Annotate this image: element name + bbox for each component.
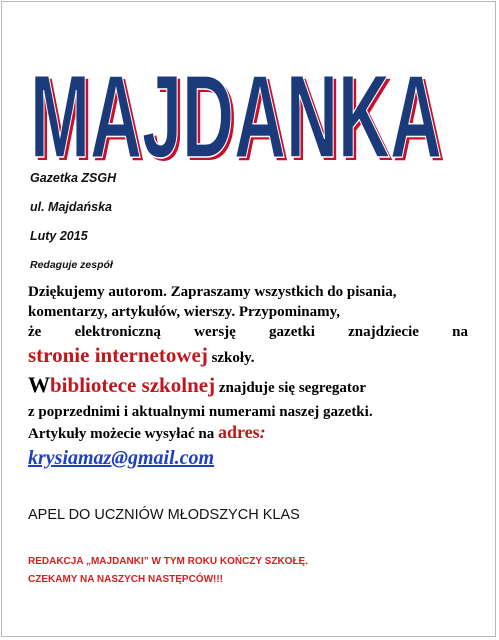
word: znajdziecie [348, 324, 419, 340]
address-colon: : [259, 422, 266, 442]
email-line [28, 444, 470, 474]
message-line-1: Dziękujemy autorom. Zapraszamy wszystkich do pisania, [28, 284, 397, 300]
message-line-2: komentarzy, artykułów, wierszy. Przypominamy, [28, 304, 341, 320]
message-line-7 [28, 422, 470, 444]
message-line-6: z poprzednimi i aktualnymi numerami naszej gazetki. [28, 404, 373, 420]
library-highlight: bibliotece szkolnej [50, 373, 216, 397]
masthead-shadow: MAJDANKA [33, 64, 445, 162]
address-highlight: adres [217, 422, 260, 442]
notice-line-1: REDAKCJA „MAJDANKI” W TYM ROKU KOŃCZY SZKOŁĘ. [28, 556, 309, 567]
main-message [28, 282, 470, 474]
paper-name: Gazetka ZSGH [30, 171, 117, 185]
appeal-heading: APEL DO UCZNIÓW MŁODSZYCH KLAS [28, 507, 300, 523]
message-line-4-rest: szkoły. [211, 350, 255, 366]
message-line-3 [28, 322, 468, 342]
message-line-5-rest: znajduje się segregator [218, 380, 367, 396]
message-line-7-text: Artykuły możecie wysyłać na [28, 426, 215, 442]
editor-note: Redaguje zespół [30, 259, 113, 271]
email-link[interactable]: krysiamaz@gmail.com [28, 447, 215, 469]
word: na [452, 324, 468, 340]
street-address: ul. Majdańska [30, 200, 112, 214]
website-highlight: stronie internetowej [28, 343, 208, 367]
message-line-4 [28, 342, 470, 371]
masthead-svg [26, 64, 446, 162]
notice-line-2: CZEKAMY NA NASZYCH NASTĘPCÓW!!! [28, 574, 223, 585]
masthead-title: MAJDANKA [30, 64, 442, 162]
word: wersję [194, 324, 236, 340]
word: gazetki [269, 324, 315, 340]
masthead-logo [26, 64, 446, 162]
message-line-5 [28, 371, 470, 402]
word: elektroniczną [74, 324, 161, 340]
issue-date: Luty 2015 [30, 229, 88, 243]
word: że [28, 324, 42, 340]
library-w: W [28, 372, 50, 397]
